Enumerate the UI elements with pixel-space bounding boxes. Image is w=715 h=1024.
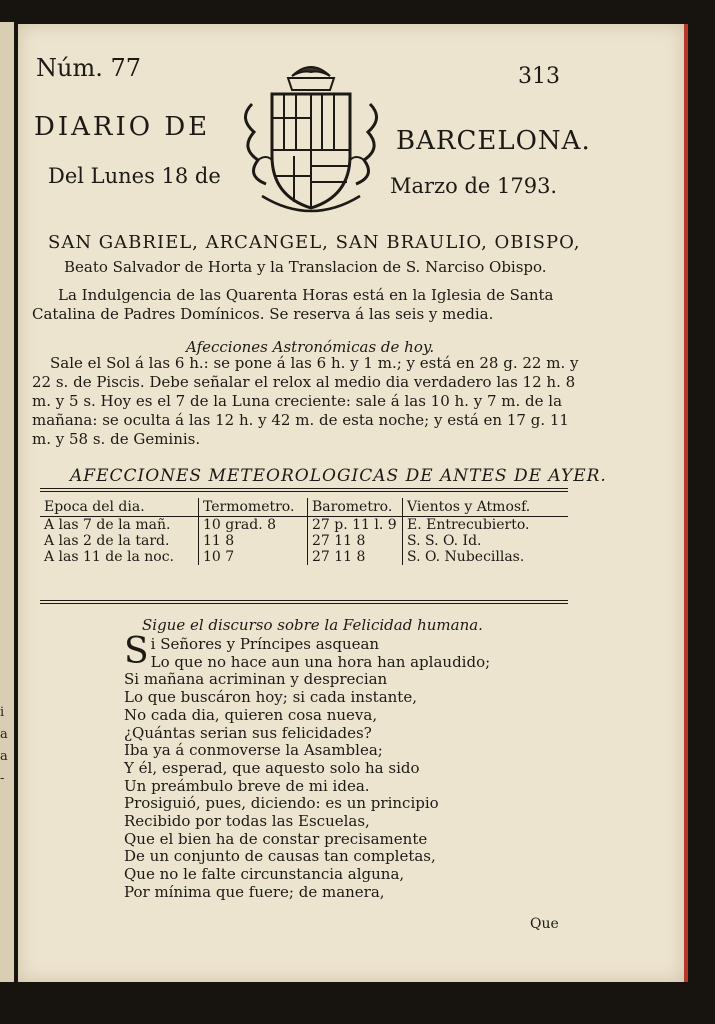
poem-line: Lo que buscáron hoy; si cada instante, xyxy=(124,688,417,707)
poem-line: Iba ya á conmoverse la Asamblea; xyxy=(124,741,383,760)
issue-number: Núm. 77 xyxy=(36,54,142,82)
poem-line: ¿Quántas serian sus felicidades? xyxy=(124,723,372,742)
poem-line: Lo que no hace aun una hora han aplaudido; xyxy=(150,652,491,671)
title-left: DIARIO DE xyxy=(34,112,211,142)
poem-line: Por mínima que fuere; de manera, xyxy=(124,882,385,901)
header-barometer: Barometro. xyxy=(308,498,403,517)
poem-line: Que el bien ha de constar precisamente xyxy=(124,829,428,848)
poem-line: i Señores y Príncipes asquean xyxy=(150,635,380,653)
title-right: BARCELONA. xyxy=(396,126,591,156)
catchword: Que xyxy=(530,916,559,932)
date-left: Del Lunes 18 de xyxy=(48,164,221,188)
dropcap: S xyxy=(124,631,149,672)
header-epoch: Epoca del dia. xyxy=(40,498,199,517)
weather-table xyxy=(40,488,568,604)
header-winds: Vientos y Atmosf. xyxy=(403,498,569,517)
saints-heading: SAN GABRIEL, ARCANGEL, SAN BRAULIO, OBISPO, xyxy=(48,232,581,253)
page-number: 313 xyxy=(518,64,560,89)
newspaper-page xyxy=(18,24,688,982)
saints-subheading: Beato Salvador de Horta y la Translacion de S. Narciso Obispo. xyxy=(64,258,547,276)
header-thermometer: Termometro. xyxy=(199,498,308,517)
poem-line: No cada dia, quieren cosa nueva, xyxy=(124,705,378,724)
table-row: A las 7 de la mañ. 10 grad. 8 27 p. 11 l. 9 E. Entrecubierto. xyxy=(40,517,568,534)
poem-line: Recibido por todas las Escuelas, xyxy=(124,812,370,831)
facing-page-fragments: i a a - xyxy=(0,705,8,786)
meteorology-title: AFECCIONES METEOROLOGICAS DE ANTES DE AYER. xyxy=(70,466,607,486)
poem-line: Un preámbulo breve de mi idea. xyxy=(124,776,370,795)
astronomy-text: Sale el Sol á las 6 h.: se pone á las 6 h. y 1 m.; y está en 28 g. 22 m. y 22 s. de Piscis. Debe señalar el relox al medio dia verdadero las 12 h. 8 m. y 5 s. Hoy es el 7 de la Luna creciente: sale á las 10 h. y 7 m. de la mañana: se oculta á las 12 h. y 42 m. de esta noche; y está en 17 g. 11 m. y 58 s. de Geminis. xyxy=(32,354,579,448)
barcelona-crest-icon xyxy=(232,56,390,216)
weather-table-header xyxy=(40,498,568,517)
discourse-title: Sigue el discurso sobre la Felicidad humana. xyxy=(142,616,483,634)
date-right: Marzo de 1793. xyxy=(390,174,558,198)
poem-line: Prosiguió, pues, diciendo: es un principio xyxy=(124,794,439,813)
poem-line: Que no le falte circunstancia alguna, xyxy=(124,865,405,884)
astronomy-title: Afecciones Astronómicas de hoy. xyxy=(186,338,435,356)
indulgence-notice: La Indulgencia de las Quarenta Horas está en la Iglesia de Santa Catalina de Padres Domínicos. Se reserva á las seis y media. xyxy=(32,286,554,323)
facing-page-edge xyxy=(0,22,14,982)
table-row: A las 2 de la tard. 11 8 27 11 8 S. S. O. Id. xyxy=(40,533,568,549)
poem-text xyxy=(124,631,491,902)
poem-line: Si mañana acriminan y desprecian xyxy=(124,670,388,689)
poem-line: Y él, esperad, que aquesto solo ha sido xyxy=(124,758,420,777)
table-row: A las 11 de la noc. 10 7 27 11 8 S. O. Nubecillas. xyxy=(40,549,568,565)
poem-line: De un conjunto de causas tan completas, xyxy=(124,847,436,866)
